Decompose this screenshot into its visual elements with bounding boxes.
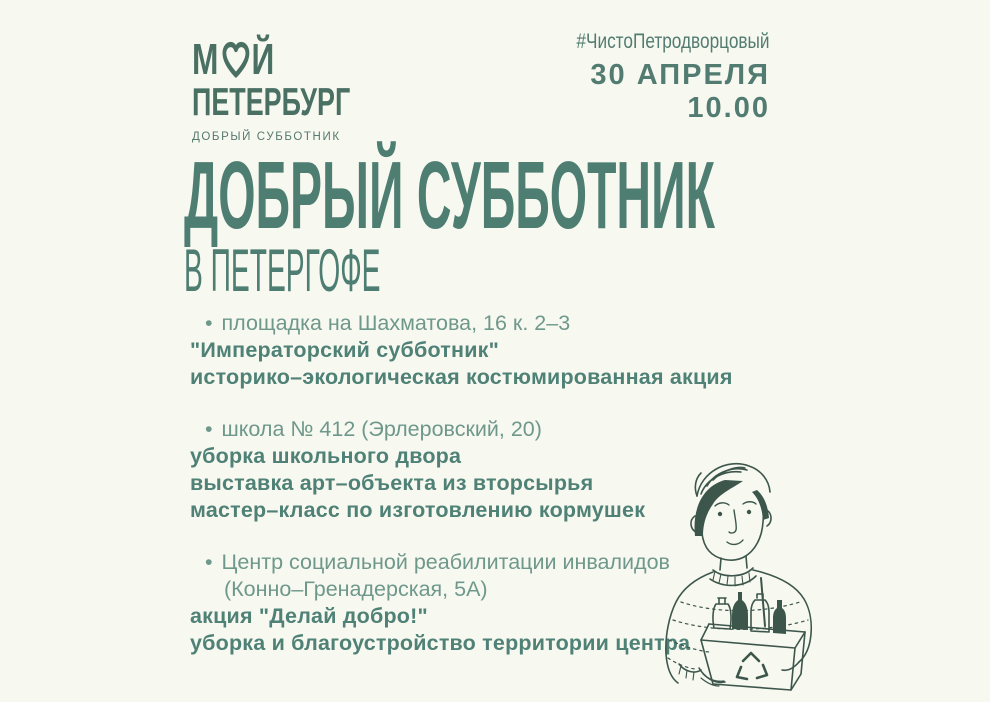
event-detail: уборка и благоустройство территории центра [190, 631, 691, 655]
event-detail: "Императорский субботник" [190, 338, 499, 362]
logo-letter-y: Й [251, 35, 276, 84]
event-location [190, 416, 750, 443]
event-info [534, 30, 770, 125]
event-item-1 [190, 310, 750, 391]
event-detail: акция "Делай добро!" [190, 604, 428, 628]
page-title: ДОБРЫЙ СУББОТНИК [184, 142, 715, 249]
heart-icon [221, 40, 250, 80]
event-location-text: школа № 412 (Эрлеровский, 20) [221, 417, 542, 441]
event-detail: выставка арт–объекта из вторсырья [190, 471, 594, 495]
event-location-text: площадка на Шахматова, 16 к. 2–3 [221, 311, 571, 335]
logo-word-petersburg: ПЕТЕРБУРГ [192, 81, 351, 124]
volunteer-illustration [643, 450, 843, 702]
person-figure [666, 464, 811, 686]
recycle-box [701, 592, 805, 690]
event-detail: уборка школьного двора [190, 444, 462, 468]
event-date: 30 АПРЕЛЯ [590, 59, 770, 91]
page-subtitle: В ПЕТЕРГОФЕ [184, 237, 381, 305]
logo-subtitle: ДОБРЫЙ СУББОТНИК [192, 130, 341, 143]
logo-word-moy [192, 35, 357, 84]
event-detail: историко–экологическая костюмированная акция [190, 365, 733, 389]
bullet-dot: • [205, 311, 213, 335]
logo [192, 35, 421, 143]
event-time: 10.00 [687, 92, 770, 124]
dark-bottle [732, 592, 748, 630]
title-block [184, 142, 990, 305]
bullet-dot: • [205, 550, 213, 574]
recycle-icon [737, 653, 767, 679]
event-location-address: (Конно–Гренадерская, 5А) [224, 577, 488, 601]
bullet-dot: • [205, 417, 213, 441]
logo-letter-m: М [192, 35, 220, 84]
event-detail: мастер–класс по изготовлению кормушек [190, 498, 646, 522]
event-location-text: Центр социальной реабилитации инвалидов [221, 550, 670, 574]
event-location [190, 310, 750, 337]
hashtag: #ЧистоПетродворцовый [576, 30, 770, 53]
